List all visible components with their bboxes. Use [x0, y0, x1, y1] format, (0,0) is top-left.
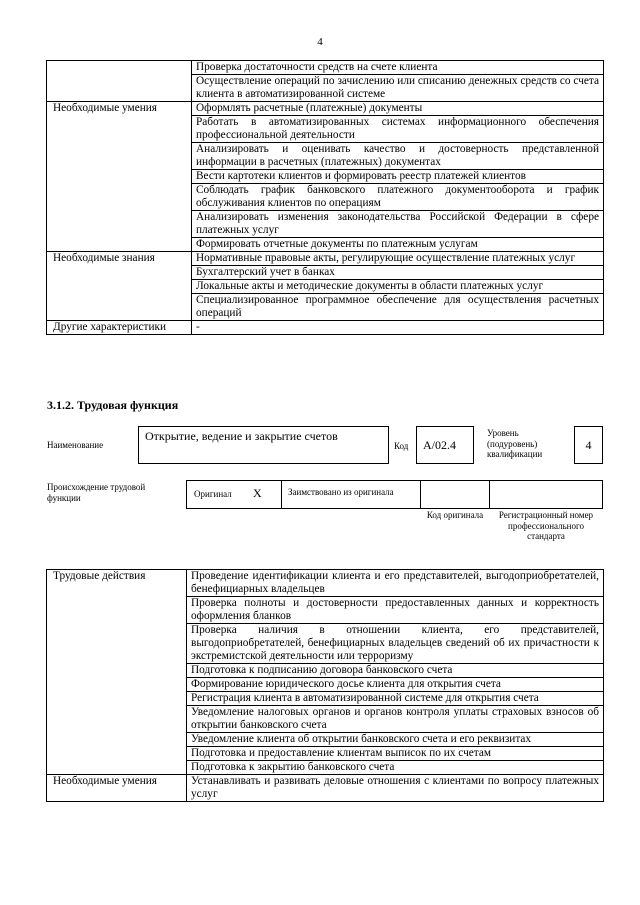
table-cell: Специализированное программное обеспечение для осуществления расчетных операций: [192, 294, 604, 321]
table-cell: Уведомление клиента об открытии банковского счета и его реквизитах: [187, 733, 604, 747]
name-label: Наименование: [47, 440, 104, 450]
table-cell: Регистрация клиента в автоматизированной системе для открытия счета: [187, 692, 604, 706]
origin-label: Происхождение трудовой функции: [47, 482, 146, 503]
labor-actions-table: [46, 569, 604, 802]
table-cell: -: [192, 321, 604, 335]
borrowed-box: [281, 480, 421, 509]
code-value: А/02.4: [416, 426, 474, 464]
row-label-actions: Трудовые действия: [47, 570, 187, 775]
table-cell: Формировать отчетные документы по платежным услугам: [192, 238, 604, 252]
code-original-box: [420, 480, 490, 509]
table-cell: Анализировать изменения законодательства Российской Федерации в сфере платежных услуг: [192, 211, 604, 238]
table-cell: Подготовка к подписанию договора банковского счета: [187, 664, 604, 678]
code-original-label: Код оригинала: [426, 510, 484, 520]
row-label-other: Другие характеристики: [47, 321, 192, 335]
requirements-table: [46, 60, 604, 335]
table-cell: Проведение идентификации клиента и его представителей, выгодоприобретателей, бенефициарных владельцев: [187, 570, 604, 597]
table-row: [47, 102, 604, 116]
table-cell: Нормативные правовые акты, регулирующие осуществление платежных услуг: [192, 252, 604, 266]
table-cell: Вести картотеки клиентов и формировать реестр платежей клиентов: [192, 170, 604, 184]
original-mark: X: [253, 486, 262, 500]
table-cell: Проверка наличия в отношении клиента, его представителей, выгодоприобретателей, бенефициарных владельцев сведений об их причастности к экстремистской деятельности или терроризму: [187, 624, 604, 664]
table-row: [47, 61, 604, 75]
row-label-skills-2: Необходимые умения: [47, 775, 187, 802]
table-cell: Оформлять расчетные (платежные) документы: [192, 102, 604, 116]
table-cell: Соблюдать график банковского платежного документооборота и график обслуживания клиентов по операциям: [192, 184, 604, 211]
table-row: [47, 775, 604, 802]
reg-number-label: Регистрационный номер профессионального стандарта: [498, 510, 594, 541]
level-value: 4: [574, 426, 603, 464]
original-label: Оригинал: [194, 489, 232, 499]
table-cell: Подготовка и предоставление клиентам выписок по их счетам: [187, 747, 604, 761]
table-cell: Устанавливать и развивать деловые отношения с клиентами по вопросу платежных услуг: [187, 775, 604, 802]
row-label-knowledge: Необходимые знания: [47, 252, 192, 321]
table-cell: Уведомление налоговых органов и органов контроля уплаты страховых взносов об открытии банковского счета: [187, 706, 604, 733]
section-heading: 3.1.2. Трудовая функция: [47, 398, 179, 412]
table-row: [47, 252, 604, 266]
reg-number-box: [489, 480, 603, 509]
table-row: [47, 321, 604, 335]
table-cell: Анализировать и оценивать качество и достоверность представленной информации в расчетных (платежных) документах: [192, 143, 604, 170]
borrowed-label: Заимствовано из оригинала: [288, 487, 394, 497]
page-number: 4: [317, 36, 323, 48]
original-box: [186, 480, 282, 509]
level-label: Уровень (подуровень) квалификации: [487, 428, 543, 459]
table-row: [47, 570, 604, 597]
row-label: [47, 61, 192, 102]
table-cell: Проверка полноты и достоверности предоставленных данных и корректность оформления бланков: [187, 597, 604, 624]
table-cell: Проверка достаточности средств на счете клиента: [192, 61, 604, 75]
code-label: Код: [394, 441, 409, 451]
table-cell: Подготовка к закрытию банковского счета: [187, 761, 604, 775]
table-cell: Осуществление операций по зачислению или списанию денежных средств со счета клиента в автоматизированной системе: [192, 75, 604, 102]
table-cell: Локальные акты и методические документы в области платежных услуг: [192, 280, 604, 294]
row-label-skills: Необходимые умения: [47, 102, 192, 252]
table-cell: Формирование юридического досье клиента для открытия счета: [187, 678, 604, 692]
table-cell: Бухгалтерский учет в банках: [192, 266, 604, 280]
table-cell: Работать в автоматизированных системах информационного обеспечения профессиональной деятельности: [192, 116, 604, 143]
name-value: Открытие, ведение и закрытие счетов: [138, 426, 389, 464]
